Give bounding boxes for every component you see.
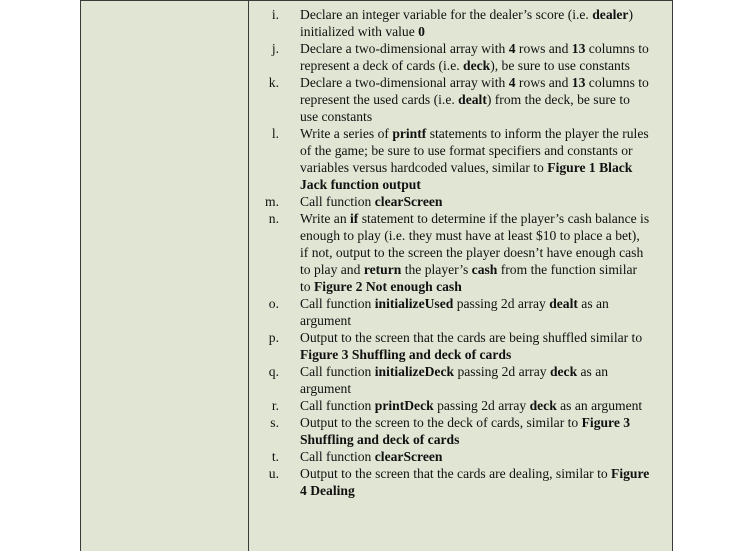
bold-text: initializeDeck	[374, 364, 455, 379]
text-run: Call function	[300, 398, 375, 413]
text-run: ) from the deck, be sure to use constants	[300, 92, 630, 124]
bold-text: if	[350, 211, 359, 226]
list-item-marker: k.	[268, 75, 279, 90]
list-item-marker: n.	[268, 211, 279, 226]
list-item	[249, 363, 672, 397]
text-run: as an argument	[300, 296, 609, 328]
bold-text: deck	[463, 58, 491, 73]
table-right-cell	[249, 1, 672, 551]
text-run: rows and	[515, 41, 572, 56]
list-item-marker: s.	[270, 415, 279, 430]
text-run: statements to inform the player the rules of the game; be sure to use format specifiers and constants or variables versus hardcoded values, similar to	[300, 126, 649, 175]
text-run: passing 2d array	[454, 364, 550, 379]
list-item	[249, 397, 672, 414]
text-run: Call function	[300, 194, 375, 209]
list-item-text	[300, 448, 650, 465]
bold-text: return	[363, 262, 402, 277]
bold-text: 13	[571, 41, 586, 56]
instruction-list	[249, 1, 672, 499]
list-item-marker: l.	[271, 126, 279, 141]
list-item-text	[300, 465, 650, 499]
text-run: the player’s	[401, 262, 472, 277]
text-run: as an argument	[556, 398, 643, 413]
list-item	[249, 125, 672, 193]
list-item-text	[300, 40, 650, 74]
bold-text: clearScreen	[374, 449, 443, 464]
list-item-marker: p.	[268, 330, 279, 345]
list-item-marker: o.	[268, 296, 279, 311]
bold-text: printf	[392, 126, 427, 141]
list-item-marker: i.	[271, 7, 279, 22]
text-run: as an argument	[300, 364, 609, 396]
list-item-marker: q.	[268, 364, 279, 379]
text-run: rows and	[515, 75, 572, 90]
instructions-table	[80, 0, 673, 551]
list-item	[249, 74, 672, 125]
text-run: Output to the screen that the cards are being shuffled similar to	[300, 330, 643, 345]
bold-text: 0	[418, 24, 425, 39]
list-item-text	[300, 74, 650, 125]
text-run: columns to represent the used cards (i.e.	[300, 75, 649, 107]
list-item	[249, 465, 672, 499]
list-item	[249, 295, 672, 329]
text-run: ) initialized with value	[300, 7, 634, 39]
list-item-text	[300, 329, 650, 363]
bold-text: deck	[529, 398, 557, 413]
text-run: Declare a two-dimensional array with	[300, 41, 509, 56]
text-run: Write a series of	[300, 126, 393, 141]
text-run: columns to represent a deck of cards (i.e.	[300, 41, 649, 73]
table-left-cell	[81, 1, 249, 551]
list-item	[249, 210, 672, 295]
list-item	[249, 6, 672, 40]
bold-text: 4	[508, 75, 516, 90]
text-run: Output to the screen that the cards are dealing, similar to	[300, 466, 612, 481]
bold-text: printDeck	[374, 398, 434, 413]
list-item-text	[300, 193, 650, 210]
list-item-marker: u.	[268, 466, 279, 481]
list-item-text	[300, 363, 650, 397]
list-item	[249, 193, 672, 210]
list-item-text	[300, 210, 650, 295]
bold-text: dealt	[549, 296, 578, 311]
bold-text: Figure 2 Not enough cash	[313, 279, 462, 294]
text-run: passing 2d array	[453, 296, 550, 311]
list-item	[249, 40, 672, 74]
bold-text: 13	[571, 75, 586, 90]
bold-text: clearScreen	[374, 194, 443, 209]
list-item-text	[300, 397, 650, 414]
list-item-marker: t.	[271, 449, 279, 464]
text-run: Call function	[300, 449, 375, 464]
bold-text: Figure 3 Shuffling and deck of cards	[300, 415, 631, 447]
list-item-marker: m.	[265, 194, 279, 209]
text-run: Call function	[300, 364, 375, 379]
text-run: Declare a two-dimensional array with	[300, 75, 509, 90]
text-run: ), be sure to use constants	[490, 58, 630, 73]
bold-text: Figure 1 Black Jack function output	[300, 160, 633, 192]
list-item-marker: j.	[271, 41, 279, 56]
text-run: Call function	[300, 296, 375, 311]
list-item-text	[300, 6, 650, 40]
bold-text: deck	[549, 364, 578, 379]
bold-text: Figure 4 Dealing	[300, 466, 650, 498]
bold-text: dealer	[592, 7, 629, 22]
list-item	[249, 448, 672, 465]
bold-text: dealt	[458, 92, 487, 107]
text-run: Declare an integer variable for the dealer’s score (i.e.	[300, 7, 593, 22]
bold-text: Figure 3 Shuffling and deck of cards	[300, 347, 512, 362]
bold-text: initializeUsed	[374, 296, 454, 311]
text-run: Write an	[300, 211, 351, 226]
list-item	[249, 414, 672, 448]
list-item-text	[300, 295, 650, 329]
bold-text: 4	[508, 41, 516, 56]
text-run: statement to determine if the player’s cash balance is enough to play (i.e. they must have at least $10 to place a bet), if not, output to the screen the player doesn’t have enough cash to play and	[300, 211, 650, 277]
list-item	[249, 329, 672, 363]
text-run: passing 2d array	[433, 398, 530, 413]
list-item-text	[300, 125, 650, 193]
text-run: Output to the screen to the deck of cards, similar to	[300, 415, 582, 430]
text-run: from the function similar to	[300, 262, 638, 294]
bold-text: cash	[471, 262, 498, 277]
list-item-text	[300, 414, 650, 448]
list-item-marker: r.	[271, 398, 279, 413]
